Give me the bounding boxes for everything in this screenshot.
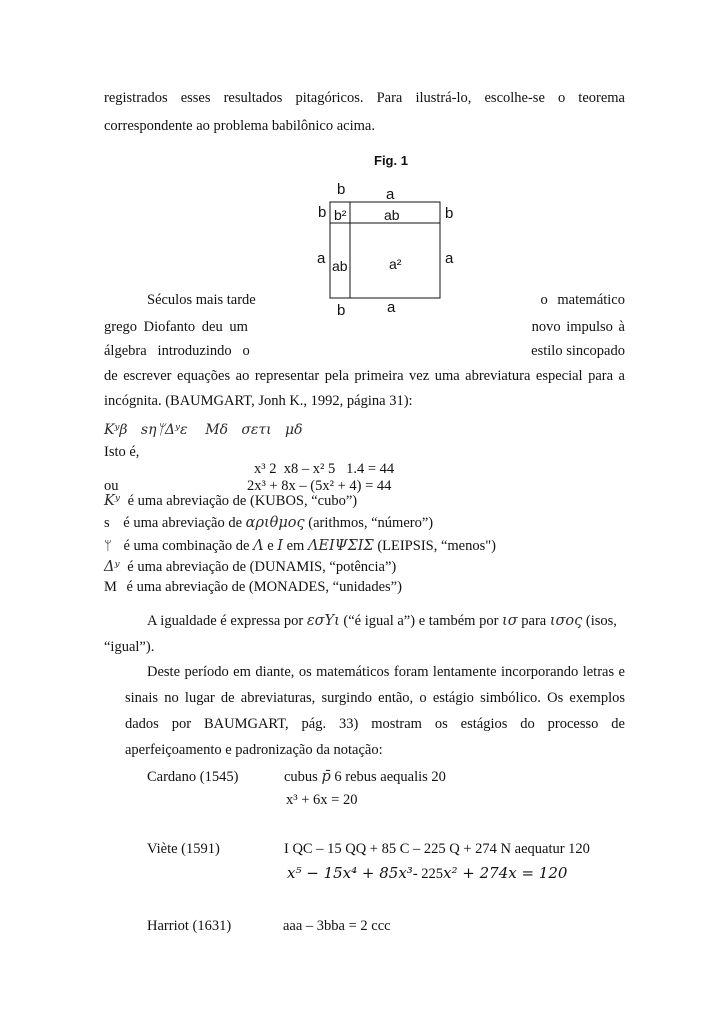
abbrev-kubos-text: é uma abreviação de (KUBOS, “cubo”): [127, 493, 358, 509]
para1-line1-right: o matemático: [540, 292, 625, 308]
isto-e: Isto é,: [104, 444, 140, 460]
greek-esti: εσΥι: [306, 613, 340, 629]
igualdade-mid: (“é igual a”) e também por: [343, 613, 499, 629]
cell-a-squared: a²: [389, 256, 402, 272]
diophantus-greek-equation: Kʸβ sηᛘΔʸε Mδ σετι μδ: [104, 422, 303, 438]
symbol-kubos: Kʸ: [104, 493, 120, 509]
greek-leipsis: ΛΕΙΨΣΙΣ: [307, 538, 374, 554]
greek-arithmos: αριθμος: [245, 515, 305, 531]
abbrev-arithmos: [104, 514, 433, 532]
igualdade-para: para: [521, 613, 547, 629]
cardano-p-symbol: p̄: [321, 769, 331, 785]
abbrev-arithmos-post: (arithmos, “número”): [308, 515, 434, 531]
para1-line3-left: álgebra introduzindo o: [104, 343, 250, 359]
cardano-cubus: cubus: [284, 769, 318, 785]
label-right-b: b: [445, 205, 454, 222]
label-left-b: b: [318, 204, 327, 221]
para1-line2-left: grego Diofanto deu um: [104, 319, 248, 335]
greek-is: ισ: [502, 613, 518, 629]
greek-iota: I: [277, 538, 283, 554]
cell-ab-left: ab: [332, 258, 348, 274]
cell-ab-top: ab: [384, 207, 400, 223]
igualdade-line1: [147, 612, 617, 630]
label-bottom-a: a: [387, 299, 396, 316]
cell-b-squared: b²: [334, 207, 347, 223]
equation-syncopated: x³ 2 x8 – x² 5 1.4 = 44: [254, 461, 395, 477]
greek-lambda: Λ: [253, 538, 264, 554]
viete-modern-part-b: - 225: [412, 866, 444, 882]
igualdade-line2: “igual”).: [104, 639, 155, 655]
harriot-original: aaa – 3bba = 2 ccc: [283, 918, 391, 934]
para1-line2-right: novo impulso à: [531, 319, 625, 335]
abbrev-dunamis: [104, 558, 396, 576]
para2-line4: aperfeiçoamento e padronização da notação:: [125, 742, 383, 758]
viete-modern-part-c: x² + 274x = 120: [443, 864, 568, 882]
abbrev-monades-text: é uma abreviação de (MONADES, “unidades”): [126, 579, 402, 595]
para1-line1-left: Séculos mais tarde: [147, 292, 256, 308]
viete-original: I QC – 15 QQ + 85 C – 225 Q + 274 N aequatur 120: [284, 841, 590, 857]
ou-label: ou: [104, 478, 119, 494]
cardano-original: [284, 768, 446, 786]
viete-modern-part-a: x⁵ − 15x⁴ + 85x³: [287, 864, 413, 882]
para1-line4: de escrever equações ao representar pela primeira vez uma abreviatura especial para a: [104, 368, 625, 384]
igualdade-post: (isos,: [585, 613, 617, 629]
abbrev-leipsis-text: é uma combinação de: [123, 538, 250, 554]
equation-modern: 2x³ + 8x – (5x² + 4) = 44: [247, 478, 392, 494]
abbrev-monades: [104, 578, 402, 596]
square-diagram-svg: [300, 178, 470, 318]
cardano-name: Cardano (1545): [147, 769, 239, 785]
harriot-name: Harriot (1631): [147, 918, 232, 934]
symbol-dunamis: Δʸ: [104, 559, 120, 575]
para1-line3-right: estilo sincopado: [531, 343, 625, 359]
abbrev-kubos: [104, 492, 357, 510]
intro-line-2: correspondente ao problema babilônico acima.: [104, 118, 375, 134]
abbrev-dunamis-text: é uma abreviação de (DUNAMIS, “potência”): [127, 559, 397, 575]
label-left-a: a: [317, 250, 326, 267]
symbol-monades: M: [104, 579, 117, 595]
abbrev-leipsis-post: (LEIPSIS, “menos"): [377, 538, 496, 554]
label-right-a: a: [445, 250, 454, 267]
label-bottom-b: b: [337, 302, 346, 319]
symbol-arithmos: s: [104, 515, 110, 531]
figure-square-diagram: [300, 178, 470, 318]
cardano-rest: 6 rebus aequalis 20: [334, 769, 446, 785]
cardano-modern: x³ + 6x = 20: [286, 792, 358, 808]
igualdade-pre: A igualdade é expressa por: [147, 613, 304, 629]
greek-isos: ισος: [549, 613, 583, 629]
symbol-leipsis: ᛘ: [104, 539, 112, 554]
intro-line-1: registrados esses resultados pitagóricos. Para ilustrá-lo, escolhe-se o teorema: [104, 90, 625, 106]
para2-line2: sinais no lugar de abreviaturas, surgindo então, o estágio simbólico. Os exemplos: [125, 690, 625, 706]
para2-line1: Deste período em diante, os matemáticos foram lentamente incorporando letras e: [147, 664, 625, 680]
abbrev-leipsis-e: e: [267, 538, 274, 554]
label-top-b: b: [337, 181, 346, 198]
abbrev-leipsis: [104, 537, 496, 556]
viete-modern: [287, 864, 567, 883]
figure-title: Fig. 1: [374, 153, 408, 168]
abbrev-arithmos-text: é uma abreviação de: [123, 515, 243, 531]
para1-line5: incógnita. (BAUMGART, Jonh K., 1992, página 31):: [104, 393, 413, 409]
viete-name: Viète (1591): [147, 841, 220, 857]
abbrev-leipsis-em: em: [286, 538, 305, 554]
para2-line3: dados por BAUMGART, pág. 33) mostram os estágios do processo de: [125, 716, 625, 732]
label-top-a: a: [386, 186, 395, 203]
